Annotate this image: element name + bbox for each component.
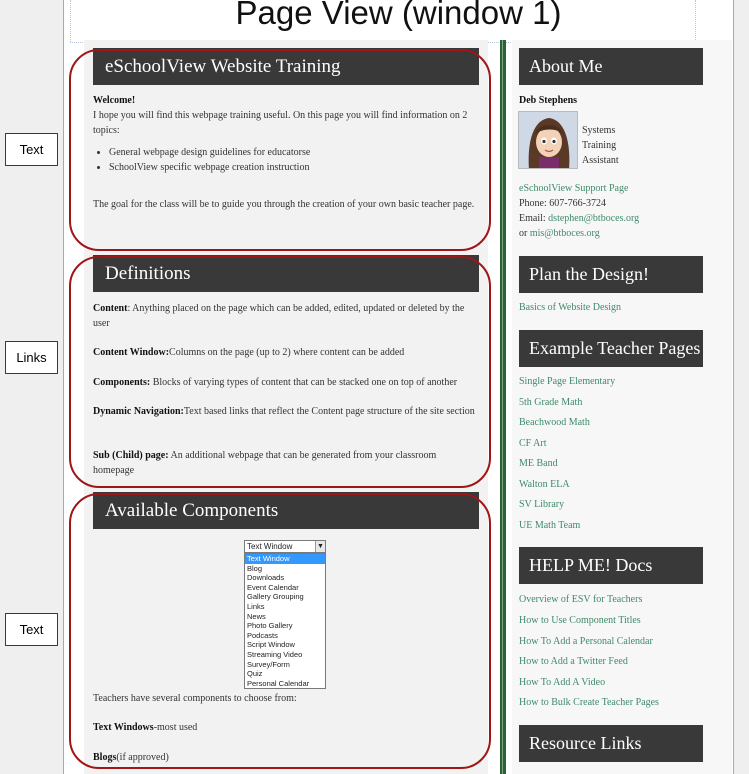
dropdown-option[interactable]: Personal Calendar bbox=[247, 678, 310, 688]
dropdown-option[interactable]: Links bbox=[247, 601, 265, 611]
dropdown-option[interactable]: News bbox=[247, 611, 266, 621]
component-note: -most used bbox=[153, 722, 198, 733]
sidebar-link[interactable]: How To Add a Personal Calendar bbox=[519, 636, 653, 647]
intro-text: I hope you will find this webpage training useful. On this page you will find information on 2 topics: bbox=[93, 110, 468, 136]
select-value: Text Window bbox=[247, 542, 293, 551]
teacher-role bbox=[582, 123, 642, 168]
page-title: Page View (window 1) bbox=[235, 0, 562, 31]
text-windows-line bbox=[93, 720, 477, 735]
topic-item: • SchoolView specific webpage creation instruction bbox=[109, 160, 310, 175]
dropdown-option[interactable]: Podcasts bbox=[247, 630, 278, 640]
definition-term: Sub (Child) page: bbox=[93, 450, 169, 461]
sidebar-link[interactable]: UE Math Team bbox=[519, 520, 581, 531]
components-heading: Available Components bbox=[93, 492, 479, 529]
alt-email-link[interactable]: mis@btboces.org bbox=[529, 228, 600, 239]
training-heading: eSchoolView Website Training bbox=[93, 48, 479, 85]
teacher-name-text: Deb Stephens bbox=[519, 95, 578, 106]
annotation-links: Links bbox=[5, 341, 58, 374]
sidebar-link[interactable]: Overview of ESV for Teachers bbox=[519, 594, 643, 605]
dropdown-option[interactable]: Text Window bbox=[245, 554, 325, 564]
or-label: or bbox=[519, 228, 530, 239]
dropdown-option[interactable]: Blog bbox=[247, 563, 263, 573]
definition-content-window bbox=[93, 345, 477, 360]
definitions-heading: Definitions bbox=[93, 255, 479, 292]
plan-design-heading: Plan the Design! bbox=[519, 256, 703, 293]
welcome-heading: Welcome! bbox=[93, 95, 136, 106]
help-docs-heading: HELP ME! Docs bbox=[519, 547, 703, 584]
definition-sub-page bbox=[93, 448, 477, 478]
role-line: Assistant bbox=[582, 155, 619, 166]
definition-components bbox=[93, 375, 477, 390]
definition-term: Components: bbox=[93, 377, 151, 388]
blogs-line bbox=[93, 750, 477, 765]
component-term: Text Windows bbox=[93, 722, 154, 733]
sidebar-link[interactable]: Walton ELA bbox=[519, 479, 570, 490]
page-canvas bbox=[64, 0, 733, 774]
column-divider bbox=[500, 40, 506, 774]
topics-list bbox=[93, 145, 310, 175]
sidebar-link[interactable]: SV Library bbox=[519, 499, 565, 510]
teacher-name bbox=[519, 93, 699, 108]
dropdown-option[interactable]: Script Window bbox=[247, 640, 295, 650]
avatar-illustration bbox=[519, 112, 578, 169]
welcome-text bbox=[93, 93, 479, 108]
definition-term: Content bbox=[93, 303, 128, 314]
email-link[interactable]: dstephen@btboces.org bbox=[548, 213, 640, 224]
definition-term: Content Window: bbox=[93, 347, 170, 358]
component-term: Blogs bbox=[93, 752, 117, 763]
dropdown-option[interactable]: Survey/Form bbox=[247, 659, 290, 669]
sidebar-link[interactable]: 5th Grade Math bbox=[519, 397, 583, 408]
topic-item: • General webpage design guidelines for educatorse bbox=[109, 145, 310, 160]
definition-term: Dynamic Navigation: bbox=[93, 406, 184, 417]
annotation-text-2: Text bbox=[5, 613, 58, 646]
resource-links-heading: Resource Links bbox=[519, 725, 703, 762]
definition-text: Columns on the page (up to 2) where content can be added bbox=[169, 347, 405, 358]
component-note: (if approved) bbox=[116, 752, 169, 763]
sidebar-link[interactable]: How to Bulk Create Teacher Pages bbox=[519, 697, 659, 708]
avatar bbox=[518, 111, 578, 169]
dropdown-option[interactable]: Gallery Grouping bbox=[247, 592, 304, 602]
phone-text: Phone: 607-766-3724 bbox=[519, 198, 606, 209]
sidebar-link[interactable]: CF Art bbox=[519, 438, 547, 449]
annotation-text-1: Text bbox=[5, 133, 58, 166]
definition-dynamic-navigation bbox=[93, 404, 477, 419]
dropdown-option[interactable]: Streaming Video bbox=[247, 649, 303, 659]
sidebar-link[interactable]: Single Page Elementary bbox=[519, 376, 616, 387]
component-type-options bbox=[244, 553, 326, 689]
support-page-link[interactable]: eSchoolView Support Page bbox=[519, 183, 629, 194]
sidebar-link[interactable]: How to Use Component Titles bbox=[519, 615, 641, 626]
sidebar-link[interactable]: Basics of Website Design bbox=[519, 302, 622, 313]
email-label: Email: bbox=[519, 213, 549, 224]
role-line: Training bbox=[582, 140, 617, 151]
right-margin bbox=[733, 0, 749, 774]
left-margin bbox=[0, 0, 64, 774]
sidebar-link[interactable]: ME Band bbox=[519, 458, 558, 469]
definition-text: : Anything placed on the page which can be added, edited, updated or deleted by the user bbox=[93, 303, 465, 329]
sidebar-link[interactable]: How To Add A Video bbox=[519, 677, 606, 688]
dropdown-option[interactable]: Downloads bbox=[247, 573, 285, 583]
alt-email-line bbox=[519, 226, 699, 241]
sidebar-link[interactable]: Beachwood Math bbox=[519, 417, 590, 428]
definition-text: An additional webpage that can be generated from your classroom homepage bbox=[93, 450, 437, 476]
dropdown-option[interactable]: Quiz bbox=[247, 669, 263, 679]
component-type-select[interactable] bbox=[244, 540, 326, 553]
sidebar-link[interactable]: How to Add a Twitter Feed bbox=[519, 656, 628, 667]
goal-text: The goal for the class will be to guide you through the creation of your own basic teacher page. bbox=[93, 199, 475, 210]
role-line: Systems bbox=[582, 125, 616, 136]
definition-text: Text based links that reflect the Content page structure of the site section bbox=[183, 406, 475, 417]
definition-content bbox=[93, 301, 477, 331]
chevron-down-icon[interactable]: ▼ bbox=[315, 541, 325, 552]
email-line bbox=[519, 211, 699, 226]
definition-text: Blocks of varying types of content that can be stacked one on top of another bbox=[150, 377, 458, 388]
dropdown-option[interactable]: Event Calendar bbox=[247, 582, 299, 592]
choose-text: Teachers have several components to choose from: bbox=[93, 693, 297, 704]
example-pages-heading: Example Teacher Pages bbox=[519, 330, 703, 367]
dropdown-option[interactable]: Photo Gallery bbox=[247, 621, 293, 631]
about-me-heading: About Me bbox=[519, 48, 703, 85]
